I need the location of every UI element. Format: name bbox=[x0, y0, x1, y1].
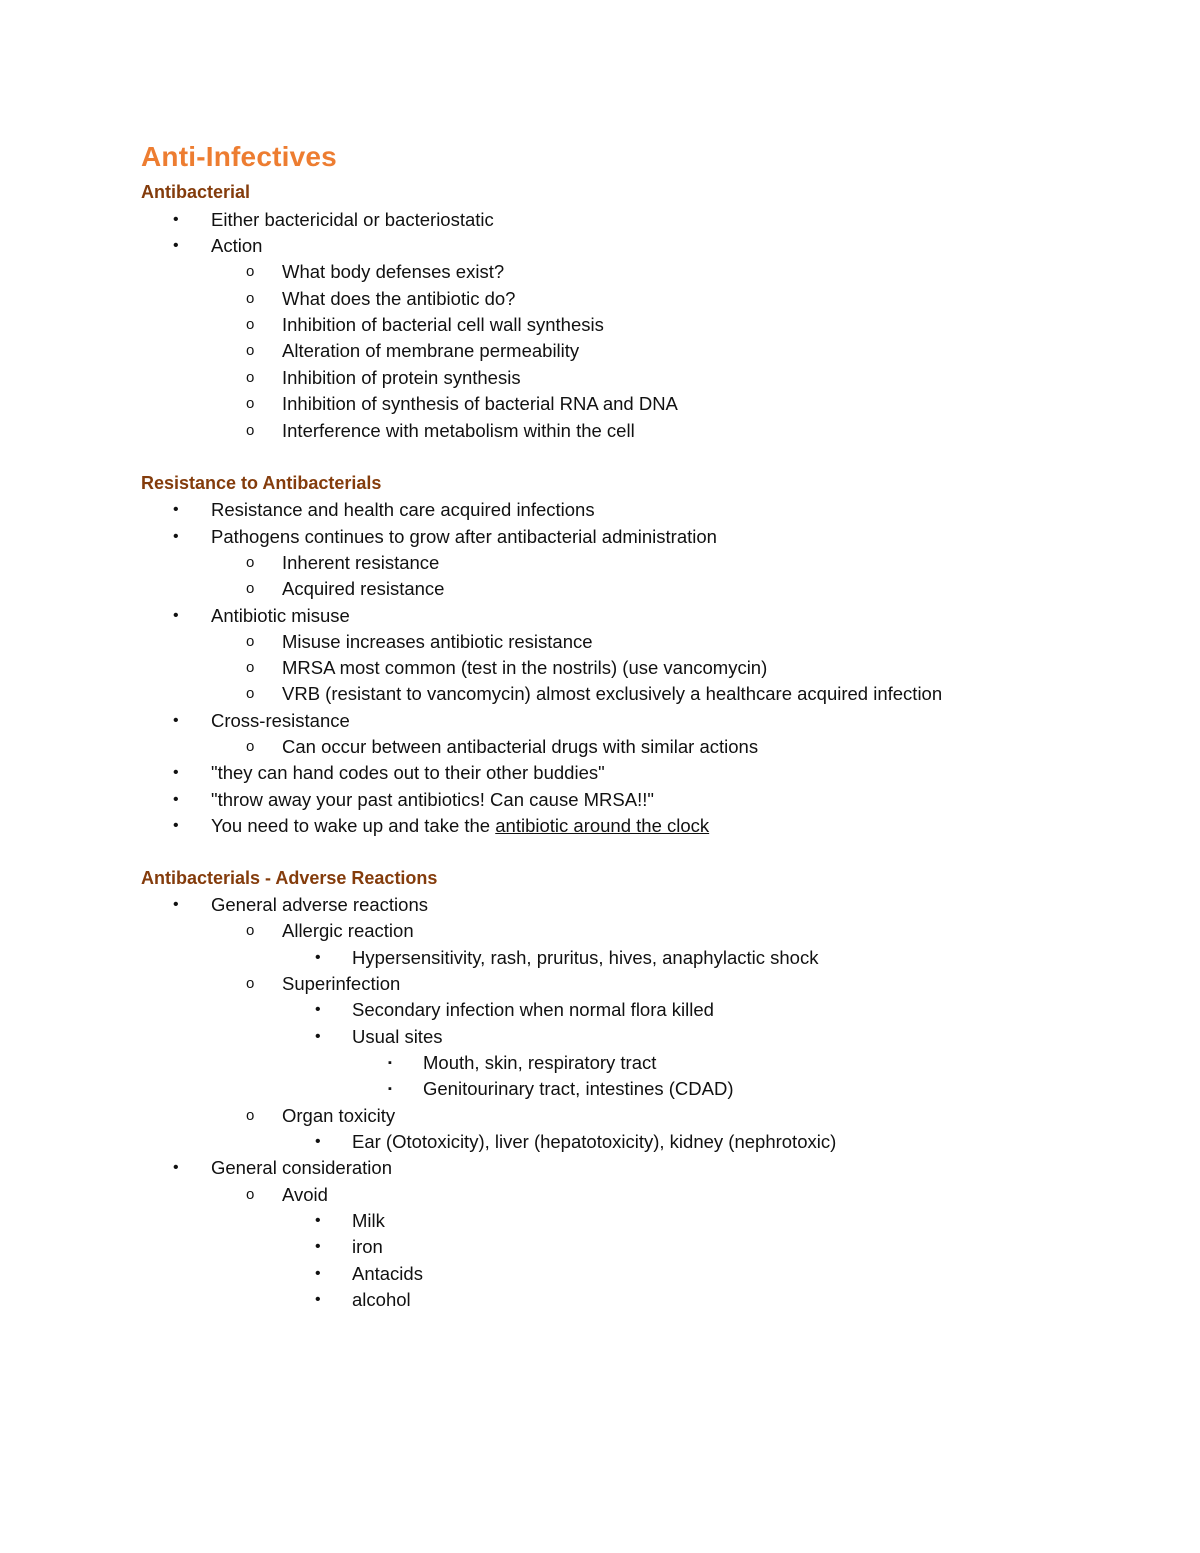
disc-bullet-icon: • bbox=[173, 501, 179, 518]
list-item: Ear (Ototoxicity), liver (hepatotoxicity), kidney (nephrotoxic) bbox=[352, 1131, 837, 1152]
disc-bullet-icon: • bbox=[315, 1238, 321, 1255]
square-bullet-icon: ▪ bbox=[388, 1083, 392, 1095]
list-item: Interference with metabolism within the cell bbox=[282, 420, 635, 441]
list-item: "throw away your past antibiotics! Can cause MRSA!!" bbox=[211, 789, 654, 810]
document-title: Anti-Infectives bbox=[141, 141, 337, 172]
disc-bullet-icon: • bbox=[173, 528, 179, 545]
list-item-text: You need to wake up and take the bbox=[211, 815, 496, 836]
circle-bullet-icon: o bbox=[246, 975, 255, 992]
disc-bullet-icon: • bbox=[315, 1291, 321, 1308]
disc-bullet-icon: • bbox=[173, 764, 179, 781]
circle-bullet-icon: o bbox=[246, 290, 255, 307]
section-heading-adverse-reactions: Antibacterials - Adverse Reactions bbox=[141, 868, 438, 888]
section-heading-resistance: Resistance to Antibacterials bbox=[141, 473, 382, 493]
disc-bullet-icon: • bbox=[315, 1028, 321, 1045]
disc-bullet-icon: • bbox=[315, 949, 321, 966]
disc-bullet-icon: • bbox=[173, 791, 179, 808]
circle-bullet-icon: o bbox=[246, 738, 255, 755]
list-item: Avoid bbox=[282, 1184, 328, 1205]
list-item: Antacids bbox=[352, 1263, 423, 1284]
list-item: Cross-resistance bbox=[211, 710, 350, 731]
list-item: Alteration of membrane permeability bbox=[282, 340, 580, 361]
disc-bullet-icon: • bbox=[173, 817, 179, 834]
circle-bullet-icon: o bbox=[246, 554, 255, 571]
list-item: Inhibition of synthesis of bacterial RNA and DNA bbox=[282, 393, 678, 414]
circle-bullet-icon: o bbox=[246, 342, 255, 359]
list-item: Inherent resistance bbox=[282, 552, 440, 573]
circle-bullet-icon: o bbox=[246, 395, 255, 412]
list-item: Can occur between antibacterial drugs with similar actions bbox=[282, 736, 759, 757]
disc-bullet-icon: • bbox=[315, 1133, 321, 1150]
list-item bbox=[211, 815, 709, 837]
list-item: iron bbox=[352, 1236, 383, 1257]
disc-bullet-icon: • bbox=[315, 1001, 321, 1018]
list-item: Hypersensitivity, rash, pruritus, hives, anaphylactic shock bbox=[352, 947, 819, 968]
circle-bullet-icon: o bbox=[246, 659, 255, 676]
square-bullet-icon: ▪ bbox=[388, 1057, 392, 1069]
list-item: Either bactericidal or bacteriostatic bbox=[211, 209, 494, 230]
list-item: "they can hand codes out to their other buddies" bbox=[211, 762, 605, 783]
circle-bullet-icon: o bbox=[246, 580, 255, 597]
list-item: Antibiotic misuse bbox=[211, 605, 350, 626]
circle-bullet-icon: o bbox=[246, 1107, 255, 1124]
list-item: Inhibition of bacterial cell wall synthesis bbox=[282, 314, 604, 335]
list-item: What body defenses exist? bbox=[282, 261, 505, 282]
disc-bullet-icon: • bbox=[173, 1159, 179, 1176]
list-item: Genitourinary tract, intestines (CDAD) bbox=[423, 1078, 734, 1099]
list-item: General consideration bbox=[211, 1157, 392, 1178]
disc-bullet-icon: • bbox=[173, 607, 179, 624]
list-item: MRSA most common (test in the nostrils) (use vancomycin) bbox=[282, 657, 768, 678]
list-item: General adverse reactions bbox=[211, 894, 428, 915]
disc-bullet-icon: • bbox=[173, 211, 179, 228]
disc-bullet-icon: • bbox=[315, 1265, 321, 1282]
list-item: Resistance and health care acquired infections bbox=[211, 499, 595, 520]
circle-bullet-icon: o bbox=[246, 685, 255, 702]
disc-bullet-icon: • bbox=[173, 712, 179, 729]
list-item: Acquired resistance bbox=[282, 578, 445, 599]
list-item: Inhibition of protein synthesis bbox=[282, 367, 521, 388]
circle-bullet-icon: o bbox=[246, 1186, 255, 1203]
list-item: What does the antibiotic do? bbox=[282, 288, 516, 309]
disc-bullet-icon: • bbox=[173, 896, 179, 913]
disc-bullet-icon: • bbox=[315, 1212, 321, 1229]
circle-bullet-icon: o bbox=[246, 922, 255, 939]
list-item: Secondary infection when normal flora killed bbox=[352, 999, 714, 1020]
list-item: Usual sites bbox=[352, 1026, 443, 1047]
list-item: Superinfection bbox=[282, 973, 401, 994]
disc-bullet-icon: • bbox=[173, 237, 179, 254]
circle-bullet-icon: o bbox=[246, 633, 255, 650]
circle-bullet-icon: o bbox=[246, 369, 255, 386]
list-item: VRB (resistant to vancomycin) almost exclusively a healthcare acquired infection bbox=[282, 683, 943, 704]
list-item: Organ toxicity bbox=[282, 1105, 396, 1126]
circle-bullet-icon: o bbox=[246, 263, 255, 280]
list-item: alcohol bbox=[352, 1289, 411, 1310]
section-heading-antibacterial: Antibacterial bbox=[141, 182, 251, 202]
list-item: Misuse increases antibiotic resistance bbox=[282, 631, 593, 652]
list-item: Mouth, skin, respiratory tract bbox=[423, 1052, 657, 1073]
list-item: Action bbox=[211, 235, 263, 256]
list-item: Milk bbox=[352, 1210, 385, 1231]
circle-bullet-icon: o bbox=[246, 316, 255, 333]
list-item: Allergic reaction bbox=[282, 920, 414, 941]
underlined-text: antibiotic around the clock bbox=[495, 815, 710, 836]
list-item: Pathogens continues to grow after antibacterial administration bbox=[211, 526, 717, 547]
circle-bullet-icon: o bbox=[246, 422, 255, 439]
